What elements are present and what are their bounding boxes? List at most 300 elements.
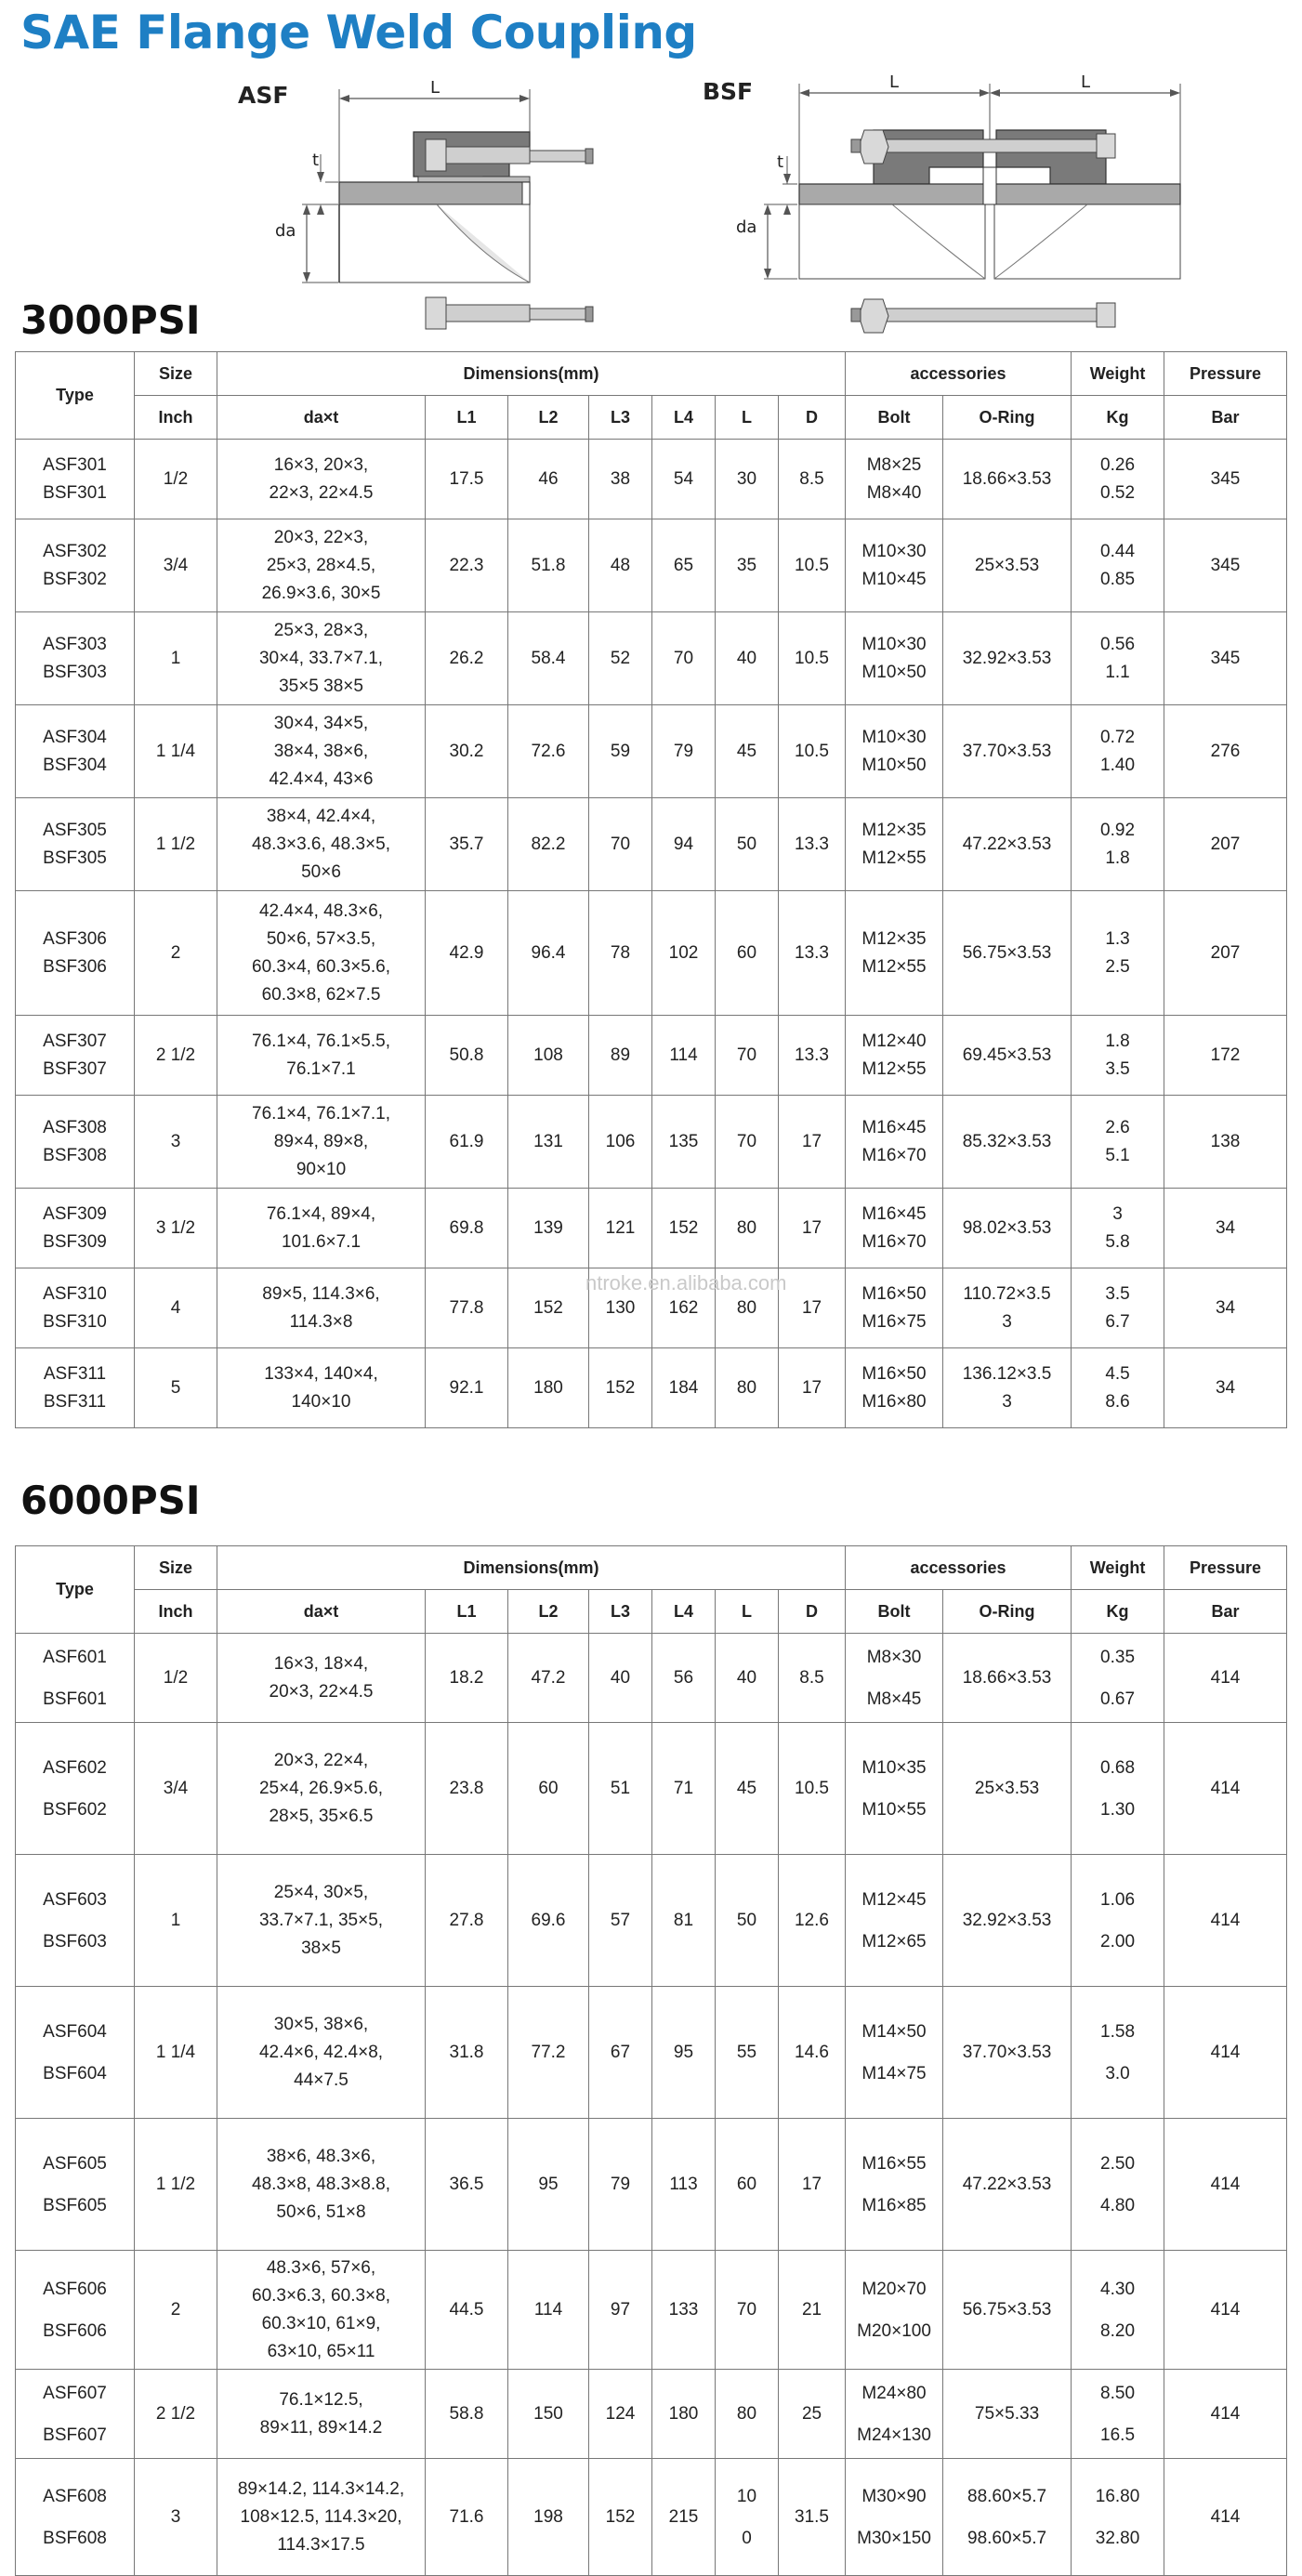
cell-size: 2: [135, 891, 217, 1016]
cell-line: 140×10: [291, 1391, 351, 1412]
cell-weight: [1072, 1987, 1164, 2119]
cell-line: 56.75×3.53: [962, 942, 1052, 963]
cell-line: M16×55: [861, 2153, 927, 2174]
cell-line: M12×55: [861, 1058, 927, 1079]
cell-line: M16×70: [861, 1145, 927, 1165]
cell-line: M16×85: [861, 2195, 927, 2215]
cell-line: 47.22×3.53: [962, 834, 1052, 854]
cell-l1: 92.1: [426, 1348, 508, 1428]
cell-oring: [943, 1268, 1072, 1348]
header-weight: Weight: [1072, 1546, 1164, 1590]
cell-type: [16, 612, 135, 705]
cell-d: 17: [779, 1348, 846, 1428]
cell-pressure: 34: [1164, 1268, 1287, 1348]
cell-line: 25×3.53: [974, 555, 1040, 575]
cell-l4: 113: [652, 2119, 716, 2251]
cell-l3: 38: [589, 440, 652, 519]
cell-d: 21: [779, 2251, 846, 2370]
cell-oring: [943, 2119, 1072, 2251]
cell-line: M16×45: [861, 1203, 927, 1224]
cell-l4: 114: [652, 1016, 716, 1096]
cell-d: 10.5: [779, 519, 846, 612]
cell-line: 89×4, 89×8,: [273, 1131, 369, 1151]
cell-line: ASF302: [43, 541, 107, 561]
cell-l4: 152: [652, 1189, 716, 1268]
cell-line: 16×3, 20×3,: [273, 454, 369, 475]
cell-weight: [1072, 2251, 1164, 2370]
cell-line: M10×35: [861, 1757, 927, 1778]
cell-line: 16×3, 18×4,: [273, 1653, 369, 1674]
cell-pressure: 138: [1164, 1096, 1287, 1189]
cell-weight: [1072, 1016, 1164, 1096]
cell-l3: 89: [589, 1016, 652, 1096]
cell-type: [16, 2370, 135, 2459]
cell-l2: 47.2: [508, 1634, 589, 1723]
cell-oring: [943, 705, 1072, 798]
cell-line: M16×50: [861, 1283, 927, 1304]
cell-weight: [1072, 1189, 1164, 1268]
cell-l1: 27.8: [426, 1855, 508, 1987]
cell-pressure: 414: [1164, 2251, 1287, 2370]
cell-weight: [1072, 612, 1164, 705]
cell-line: 37.70×3.53: [962, 2043, 1052, 2062]
cell-line: 60.3×6.3, 60.3×8,: [252, 2285, 390, 2306]
cell-line: 136.12×3.5: [962, 1363, 1052, 1384]
cell-l2: 131: [508, 1096, 589, 1189]
cell-line: 98.02×3.53: [962, 1217, 1052, 1238]
cell-l1: 36.5: [426, 2119, 508, 2251]
cell-dat: [217, 1723, 426, 1855]
cell-line: 4.80: [1100, 2195, 1136, 2215]
cell-line: BSF301: [43, 482, 107, 503]
cell-line: 5.8: [1105, 1231, 1130, 1252]
cell-line: 25×3, 28×4.5,: [266, 555, 376, 575]
cell-line: 1.06: [1100, 1889, 1136, 1910]
cell-line: 0.67: [1100, 1689, 1136, 1709]
cell-l4: 65: [652, 519, 716, 612]
cell-d: 10.5: [779, 705, 846, 798]
cell-type: [16, 519, 135, 612]
header-dat: da×t: [217, 1590, 426, 1634]
cell-line: 63×10, 65×11: [267, 2341, 375, 2361]
cell-d: 12.6: [779, 1855, 846, 1987]
cell-l2: 82.2: [508, 798, 589, 891]
cell-bolt: [846, 1268, 943, 1348]
cell-line: 2.50: [1100, 2153, 1136, 2174]
cell-weight: [1072, 891, 1164, 1016]
cell-weight: [1072, 2370, 1164, 2459]
cell-oring: [943, 1855, 1072, 1987]
cell-type: [16, 440, 135, 519]
cell-line: ASF606: [43, 2279, 107, 2299]
table-row: [16, 705, 1287, 798]
cell-line: M10×50: [861, 662, 927, 682]
cell-line: M10×55: [861, 1799, 927, 1820]
cell-line: ASF307: [43, 1031, 107, 1051]
cell-size: 5: [135, 1348, 217, 1428]
cell-size: 1 1/4: [135, 1987, 217, 2119]
cell-l2: 180: [508, 1348, 589, 1428]
cell-line: 50×6: [301, 861, 341, 882]
cell-line: 42.4×4, 43×6: [269, 769, 374, 789]
cell-weight: [1072, 1855, 1164, 1987]
cell-line: M16×50: [861, 1363, 927, 1384]
cell-line: 76.1×4, 89×4,: [266, 1203, 376, 1224]
header-accessories: accessories: [846, 1546, 1072, 1590]
cell-line: M10×30: [861, 541, 927, 561]
cell-size: 4: [135, 1268, 217, 1348]
cell-line: 0.52: [1100, 482, 1136, 503]
header-size: Size: [135, 1546, 217, 1590]
cell-dat: [217, 2459, 426, 2576]
cell-dat: [217, 2251, 426, 2370]
cell-oring: [943, 1016, 1072, 1096]
cell-pressure: 414: [1164, 2370, 1287, 2459]
cell-weight: [1072, 798, 1164, 891]
header-dat: da×t: [217, 396, 426, 440]
cell-line: 33.7×7.1, 35×5,: [258, 1910, 384, 1930]
cell-line: 32.80: [1095, 2528, 1140, 2548]
cell-line: 16.5: [1100, 2425, 1136, 2445]
cell-line: 48.3×8, 48.3×8.8,: [252, 2174, 390, 2194]
bsf-dim-t: t: [777, 152, 784, 172]
cell-line: 1.30: [1100, 1799, 1136, 1820]
cell-l1: 22.3: [426, 519, 508, 612]
cell-line: 4.5: [1105, 1363, 1130, 1384]
cell-type: [16, 1348, 135, 1428]
cell-l2: 114: [508, 2251, 589, 2370]
header-dimensions: Dimensions(mm): [217, 352, 846, 396]
cell-line: 10: [736, 2486, 757, 2506]
cell-line: M10×45: [861, 569, 927, 589]
cell-d: 10.5: [779, 612, 846, 705]
table-row: [16, 798, 1287, 891]
cell-line: 32.92×3.53: [962, 648, 1052, 668]
cell-line: BSF303: [43, 662, 107, 682]
cell-line: 48.3×6, 57×6,: [266, 2257, 376, 2278]
cell-l2: 60: [508, 1723, 589, 1855]
bsf-dim-l1: L: [888, 72, 900, 92]
cell-line: 3.5: [1105, 1058, 1130, 1079]
cell-line: 98.60×5.7: [967, 2528, 1047, 2548]
cell-l2: 72.6: [508, 705, 589, 798]
table-row: [16, 612, 1287, 705]
cell-line: 1.58: [1100, 2021, 1136, 2042]
cell-size: 1/2: [135, 1634, 217, 1723]
cell-l1: 23.8: [426, 1723, 508, 1855]
cell-l1: 30.2: [426, 705, 508, 798]
cell-line: 0.44: [1100, 541, 1136, 561]
cell-line: ASF603: [43, 1889, 107, 1910]
cell-line: 89×5, 114.3×6,: [262, 1283, 380, 1304]
cell-line: 3: [1002, 1391, 1012, 1412]
cell-line: 3.5: [1105, 1283, 1130, 1304]
cell-l2: 152: [508, 1268, 589, 1348]
cell-l: 80: [716, 1189, 779, 1268]
cell-l: 70: [716, 1096, 779, 1189]
cell-dat: [217, 1348, 426, 1428]
cell-size: 3 1/2: [135, 1189, 217, 1268]
cell-oring: [943, 2370, 1072, 2459]
cell-line: M24×130: [857, 2425, 931, 2445]
cell-l: 50: [716, 1855, 779, 1987]
cell-l3: 70: [589, 798, 652, 891]
cell-l1: 44.5: [426, 2251, 508, 2370]
header-type: Type: [16, 352, 135, 440]
cell-dat: [217, 2119, 426, 2251]
cell-oring: [943, 519, 1072, 612]
cell-line: 35×5 38×5: [279, 676, 363, 696]
cell-pressure: 172: [1164, 1016, 1287, 1096]
cell-line: ASF605: [43, 2153, 107, 2174]
cell-line: ASF604: [43, 2021, 107, 2042]
cell-line: 76.1×12.5,: [279, 2389, 363, 2410]
cell-line: BSF311: [43, 1391, 107, 1412]
cell-size: 1/2: [135, 440, 217, 519]
table-row: [16, 1096, 1287, 1189]
header-bolt: Bolt: [846, 1590, 943, 1634]
table-row: [16, 2251, 1287, 2370]
cell-l: 50: [716, 798, 779, 891]
cell-pressure: 414: [1164, 2459, 1287, 2576]
cell-line: 85.32×3.53: [962, 1131, 1052, 1151]
cell-line: 89×11, 89×14.2: [259, 2417, 383, 2438]
cell-line: 1.8: [1105, 1031, 1130, 1051]
cell-dat: [217, 1855, 426, 1987]
cell-l: 80: [716, 1348, 779, 1428]
cell-bolt: [846, 440, 943, 519]
asf-diagram-label: ASF: [238, 82, 289, 109]
cell-d: 10.5: [779, 1723, 846, 1855]
cell-l: 60: [716, 891, 779, 1016]
cell-line: ASF306: [43, 928, 107, 949]
cell-dat: [217, 519, 426, 612]
cell-line: M20×70: [861, 2279, 927, 2299]
cell-type: [16, 2119, 135, 2251]
cell-line: M12×55: [861, 848, 927, 868]
header-size-unit: Inch: [135, 1590, 217, 1634]
cell-weight: [1072, 1348, 1164, 1428]
cell-line: 25×4, 26.9×5.6,: [258, 1778, 384, 1798]
cell-l: 40: [716, 612, 779, 705]
cell-line: M14×50: [861, 2021, 927, 2042]
cell-type: [16, 1987, 135, 2119]
cell-l1: 58.8: [426, 2370, 508, 2459]
cell-weight: [1072, 440, 1164, 519]
cell-type: [16, 798, 135, 891]
cell-line: BSF309: [43, 1231, 107, 1252]
cell-line: 0.56: [1100, 634, 1136, 654]
cell-line: M20×100: [857, 2320, 931, 2341]
table-row: [16, 519, 1287, 612]
cell-line: 3.0: [1105, 2063, 1130, 2083]
cell-line: 4.30: [1100, 2279, 1136, 2299]
cell-type: [16, 891, 135, 1016]
cell-line: 18.66×3.53: [962, 468, 1052, 489]
table-row: [16, 440, 1287, 519]
cell-line: M16×45: [861, 1117, 927, 1137]
cell-l: 45: [716, 705, 779, 798]
cell-line: 38×4, 42.4×4,: [266, 806, 376, 826]
cell-dat: [217, 612, 426, 705]
cell-size: 3: [135, 1096, 217, 1189]
cell-line: 110.72×3.5: [963, 1283, 1051, 1304]
watermark: ntroke.en.alibaba.com: [585, 1271, 787, 1295]
cell-line: 30×4, 34×5,: [273, 713, 369, 733]
cell-l4: 79: [652, 705, 716, 798]
bsf-diagram: [734, 65, 1199, 344]
cell-pressure: 207: [1164, 798, 1287, 891]
cell-line: 3: [1112, 1203, 1123, 1224]
cell-l1: 26.2: [426, 612, 508, 705]
cell-d: 17: [779, 2119, 846, 2251]
cell-line: BSF306: [43, 956, 107, 977]
table-row: [16, 1348, 1287, 1428]
cell-l3: 48: [589, 519, 652, 612]
cell-line: 38×6, 48.3×6,: [266, 2146, 376, 2166]
cell-l2: 150: [508, 2370, 589, 2459]
cell-l1: 61.9: [426, 1096, 508, 1189]
cell-dat: [217, 2370, 426, 2459]
cell-line: 114.3×17.5: [277, 2534, 365, 2555]
cell-line: 25×3.53: [974, 1779, 1040, 1798]
cell-line: 20×3, 22×4,: [273, 1750, 369, 1770]
cell-line: M12×55: [861, 956, 927, 977]
cell-oring: [943, 612, 1072, 705]
cell-size: 2 1/2: [135, 2370, 217, 2459]
cell-line: ASF311: [43, 1363, 107, 1384]
cell-pressure: 276: [1164, 705, 1287, 798]
cell-bolt: [846, 1987, 943, 2119]
cell-line: M24×80: [861, 2383, 927, 2403]
table-row: [16, 1189, 1287, 1268]
cell-line: BSF602: [43, 1799, 107, 1820]
asf-dim-l: L: [429, 78, 441, 98]
cell-l3: 67: [589, 1987, 652, 2119]
spec-table-3000psi: [15, 351, 1287, 1428]
header-weight-unit: Kg: [1072, 1590, 1164, 1634]
cell-weight: [1072, 1634, 1164, 1723]
cell-line: ASF304: [43, 727, 107, 747]
cell-l: 40: [716, 1634, 779, 1723]
cell-line: M8×45: [866, 1689, 922, 1709]
cell-line: 0.26: [1100, 454, 1136, 475]
cell-line: M14×75: [861, 2063, 927, 2083]
cell-oring: [943, 1987, 1072, 2119]
cell-oring: [943, 1096, 1072, 1189]
cell-line: ASF310: [43, 1283, 107, 1304]
cell-size: 3/4: [135, 519, 217, 612]
cell-l2: 139: [508, 1189, 589, 1268]
cell-d: 14.6: [779, 1987, 846, 2119]
cell-weight: [1072, 1723, 1164, 1855]
cell-line: 47.22×3.53: [962, 2175, 1052, 2194]
cell-l2: 198: [508, 2459, 589, 2576]
cell-d: 31.5: [779, 2459, 846, 2576]
cell-l1: 50.8: [426, 1016, 508, 1096]
cell-l: 55: [716, 1987, 779, 2119]
cell-line: M12×45: [861, 1889, 927, 1910]
header-l4: L4: [652, 1590, 716, 1634]
cell-pressure: 34: [1164, 1348, 1287, 1428]
cell-type: [16, 2251, 135, 2370]
cell-line: ASF305: [43, 820, 107, 840]
cell-dat: [217, 1268, 426, 1348]
cell-line: M16×75: [861, 1311, 927, 1332]
cell-line: BSF601: [43, 1689, 107, 1709]
cell-oring: [943, 440, 1072, 519]
cell-line: M12×40: [861, 1031, 927, 1051]
cell-bolt: [846, 1189, 943, 1268]
header-size: Size: [135, 352, 217, 396]
cell-line: BSF304: [43, 755, 107, 775]
cell-l3: 40: [589, 1634, 652, 1723]
cell-line: 60.3×8, 62×7.5: [261, 984, 381, 1005]
cell-line: M8×25: [866, 454, 922, 475]
cell-type: [16, 1268, 135, 1348]
cell-l3: 130: [589, 1268, 652, 1348]
cell-dat: [217, 440, 426, 519]
cell-line: BSF608: [43, 2528, 107, 2548]
cell-type: [16, 1723, 135, 1855]
cell-l3: 52: [589, 612, 652, 705]
cell-l3: 59: [589, 705, 652, 798]
cell-bolt: [846, 798, 943, 891]
cell-l1: 42.9: [426, 891, 508, 1016]
cell-line: 56.75×3.53: [962, 2300, 1052, 2320]
cell-line: 2.6: [1105, 1117, 1130, 1137]
cell-weight: [1072, 2119, 1164, 2251]
cell-line: 0.85: [1100, 569, 1136, 589]
cell-l1: 69.8: [426, 1189, 508, 1268]
cell-l: 35: [716, 519, 779, 612]
cell-line: 25×4, 30×5,: [273, 1882, 369, 1902]
cell-line: 101.6×7.1: [281, 1231, 362, 1252]
cell-line: 38×4, 38×6,: [273, 741, 369, 761]
cell-d: 13.3: [779, 891, 846, 1016]
cell-line: 0.35: [1100, 1647, 1136, 1667]
cell-line: M10×30: [861, 727, 927, 747]
cell-line: ASF608: [43, 2486, 107, 2506]
cell-pressure: 414: [1164, 1855, 1287, 1987]
cell-bolt: [846, 1634, 943, 1723]
cell-l1: 18.2: [426, 1634, 508, 1723]
cell-dat: [217, 705, 426, 798]
cell-l4: 94: [652, 798, 716, 891]
cell-l3: 57: [589, 1855, 652, 1987]
cell-line: M16×70: [861, 1231, 927, 1252]
cell-l4: 56: [652, 1634, 716, 1723]
cell-size: 3/4: [135, 1723, 217, 1855]
cell-line: 1.8: [1105, 848, 1130, 868]
cell-line: ASF601: [43, 1647, 107, 1667]
cell-line: 37.70×3.53: [962, 741, 1052, 761]
cell-dat: [217, 1096, 426, 1189]
cell-oring: [943, 1189, 1072, 1268]
cell-d: 8.5: [779, 440, 846, 519]
header-oring: O-Ring: [943, 396, 1072, 440]
cell-l4: 180: [652, 2370, 716, 2459]
cell-line: 20×3, 22×4.5: [269, 1681, 374, 1702]
asf-dim-t: t: [312, 151, 320, 170]
cell-weight: [1072, 1096, 1164, 1189]
cell-line: BSF607: [43, 2425, 107, 2445]
cell-l: 80: [716, 1268, 779, 1348]
cell-l2: 51.8: [508, 519, 589, 612]
asf-diagram: [270, 72, 623, 342]
cell-line: 26.9×3.6, 30×5: [261, 583, 381, 603]
cell-l3: 152: [589, 2459, 652, 2576]
